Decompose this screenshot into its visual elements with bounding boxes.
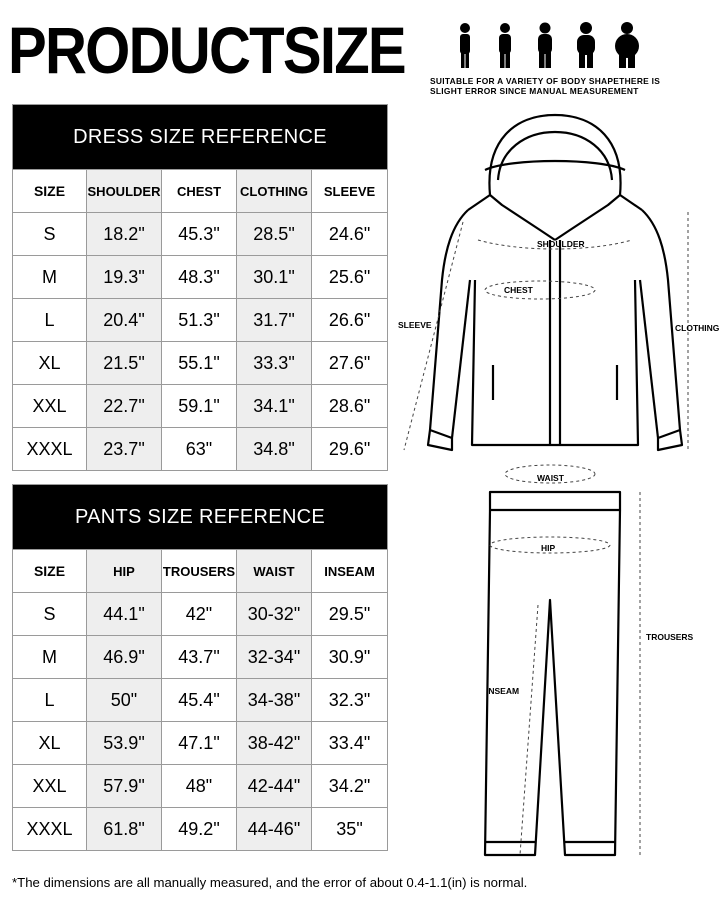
table-row [13,593,388,636]
measurement-cell: 35" [312,808,388,851]
measurement-cell: 34.1" [237,385,312,428]
dress-column-header: CLOTHING [237,170,312,213]
measurement-cell: 46.9" [87,636,162,679]
dress-column-headers [13,170,388,213]
table-row [13,213,388,256]
measurement-cell: 28.6" [312,385,388,428]
measurement-cell: 22.7" [87,385,162,428]
measurement-cell: 29.6" [312,428,388,471]
measurement-cell: 53.9" [87,722,162,765]
measurement-cell: 55.1" [162,342,237,385]
body-shape-figures [455,22,645,70]
measurement-cell: 34.2" [312,765,388,808]
pants-size-table [12,484,388,851]
sleeve-label: SLEEVE [398,320,432,330]
pants-column-headers [13,550,388,593]
measurement-cell: 21.5" [87,342,162,385]
measurement-cell: 48.3" [162,256,237,299]
measurement-cell: 47.1" [162,722,237,765]
pants-table-body [13,593,388,851]
measurement-cell: 26.6" [312,299,388,342]
dress-column-header: SLEEVE [312,170,388,213]
measurement-cell: 32.3" [312,679,388,722]
person-silhouette-icon [615,22,639,68]
measurement-cell: 30-32" [237,593,312,636]
measurement-cell: 30.9" [312,636,388,679]
measurement-cell: 59.1" [162,385,237,428]
jacket-icon [428,115,682,855]
trousers-label: TROUSERS [646,632,694,642]
pants-column-header: HIP [87,550,162,593]
table-row [13,679,388,722]
dress-table-heading: DRESS SIZE REFERENCE [13,105,388,170]
measurement-cell: 38-42" [237,722,312,765]
measurement-cell: 61.8" [87,808,162,851]
pants-column-header: SIZE [13,550,87,593]
table-row [13,808,388,851]
size-cell: M [13,256,87,299]
measurement-cell: 33.4" [312,722,388,765]
table-row [13,765,388,808]
size-cell: XL [13,342,87,385]
table-row [13,342,388,385]
measurement-cell: 24.6" [312,213,388,256]
person-silhouette-icon [577,22,595,68]
footnote: *The dimensions are all manually measured, and the error of about 0.4-1.1(in) is normal. [12,875,528,890]
pants-table-heading: PANTS SIZE REFERENCE [13,485,388,550]
pants-column-header: WAIST [237,550,312,593]
table-row [13,385,388,428]
person-silhouette-icon [460,23,470,68]
measurement-cell: 19.3" [87,256,162,299]
body-shape-note: SUITABLE FOR A VARIETY OF BODY SHAPETHERE IS SLIGHT ERROR SINCE MANUAL MEASUREMENT [430,76,661,96]
measurement-cell: 42" [162,593,237,636]
table-row [13,722,388,765]
measurement-guides [404,212,688,855]
table-row [13,256,388,299]
person-silhouette-icon [499,23,511,68]
person-silhouette-icon [538,23,552,69]
size-cell: XXXL [13,808,87,851]
measurement-cell: 29.5" [312,593,388,636]
page-title: PRODUCTSIZE [8,13,405,87]
dress-table-body [13,213,388,471]
size-cell: L [13,299,87,342]
measurement-cell: 25.6" [312,256,388,299]
waist-label: WAIST [537,473,564,483]
measurement-cell: 63" [162,428,237,471]
inseam-label: INSEAM [486,686,520,696]
measurement-cell: 27.6" [312,342,388,385]
size-cell: XL [13,722,87,765]
size-cell: M [13,636,87,679]
chest-label: CHEST [504,285,533,295]
measurement-cell: 34-38" [237,679,312,722]
size-cell: XXL [13,385,87,428]
measurement-cell: 48" [162,765,237,808]
measurement-cell: 28.5" [237,213,312,256]
size-cell: S [13,593,87,636]
jacket-and-pants-drawing [390,100,720,870]
measurement-cell: 30.1" [237,256,312,299]
pants-column-header: INSEAM [312,550,388,593]
garment-diagram [390,100,720,870]
size-cell: L [13,679,87,722]
dress-column-header: SIZE [13,170,87,213]
measurement-cell: 44-46" [237,808,312,851]
measurement-cell: 20.4" [87,299,162,342]
measurement-cell: 42-44" [237,765,312,808]
measurement-cell: 33.3" [237,342,312,385]
measurement-cell: 49.2" [162,808,237,851]
measurement-cell: 45.4" [162,679,237,722]
measurement-cell: 43.7" [162,636,237,679]
size-cell: S [13,213,87,256]
measurement-cell: 51.3" [162,299,237,342]
size-cell: XXXL [13,428,87,471]
measurement-cell: 34.8" [237,428,312,471]
hip-label: HIP [541,543,556,553]
measurement-cell: 18.2" [87,213,162,256]
size-cell: XXL [13,765,87,808]
table-row [13,636,388,679]
measurement-cell: 32-34" [237,636,312,679]
dress-column-header: SHOULDER [87,170,162,213]
shoulder-label: SHOULDER [537,239,585,249]
table-row [13,428,388,471]
dress-size-table [12,104,388,471]
measurement-cell: 23.7" [87,428,162,471]
measurement-cell: 45.3" [162,213,237,256]
clothing-label: CLOTHING [675,323,720,333]
table-row [13,299,388,342]
measurement-cell: 44.1" [87,593,162,636]
measurement-cell: 57.9" [87,765,162,808]
measurement-cell: 50" [87,679,162,722]
dress-column-header: CHEST [162,170,237,213]
pants-column-header: TROUSERS [162,550,237,593]
measurement-cell: 31.7" [237,299,312,342]
